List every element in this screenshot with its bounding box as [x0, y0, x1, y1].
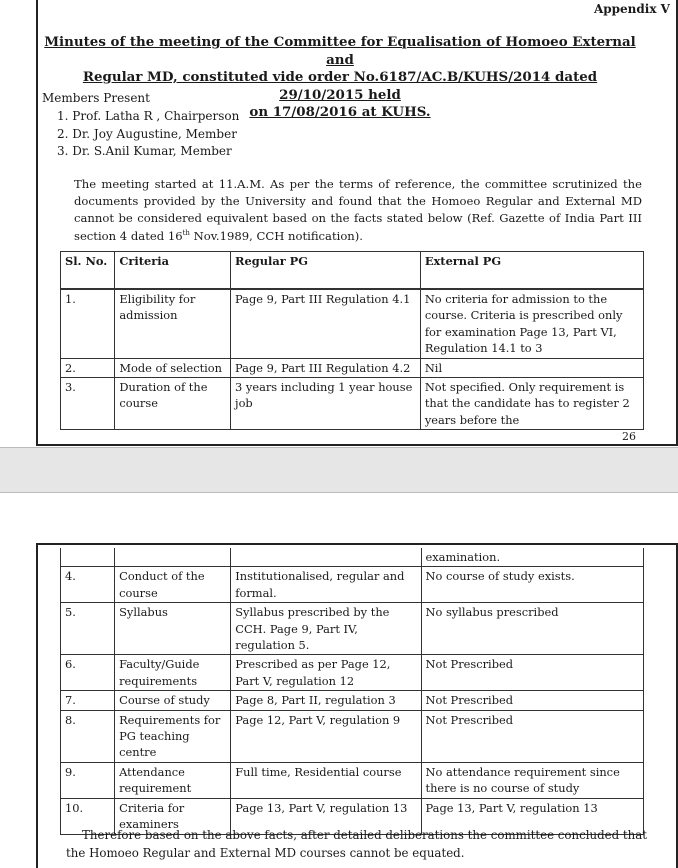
table-cell: Eligibility for admission	[115, 289, 231, 358]
header-external-pg: External PG	[420, 252, 643, 290]
table-cell: Not specified. Only requirement is that the candidate has to register 2 years before the	[420, 378, 643, 430]
table-cell: 8.	[61, 710, 115, 762]
members-list	[57, 108, 239, 161]
table-cell: 6.	[61, 655, 115, 691]
table-cell: Mode of selection	[115, 358, 231, 377]
table-cell: 9.	[61, 762, 115, 798]
member-item: 2. Dr. Joy Augustine, Member	[57, 126, 237, 141]
table-cell: Page 13, Part V, regulation 13	[421, 798, 643, 834]
table-cell: No course of study exists.	[421, 567, 643, 603]
table-cell: 4.	[61, 567, 115, 603]
table-cell: Not Prescribed	[421, 691, 643, 710]
meeting-paragraph	[74, 176, 642, 245]
table-row	[61, 655, 644, 691]
table-cell: Nil	[420, 358, 643, 377]
table-header-row	[61, 252, 644, 290]
table-cell: Institutionalised, regular and formal.	[231, 567, 421, 603]
conclusion-paragraph	[66, 827, 674, 862]
criteria-table-continued	[60, 548, 644, 835]
table-cell: 1.	[61, 289, 115, 358]
member-item: 1. Prof. Latha R , Chairperson	[57, 109, 240, 123]
paragraph-text-end: Nov.1989, CCH notification).	[189, 228, 363, 243]
table-row	[61, 548, 644, 567]
table-cell: 3.	[61, 378, 115, 430]
table-cell: Attendance requirement	[115, 762, 231, 798]
table-row	[61, 710, 644, 762]
table-row	[61, 378, 644, 430]
table-cell: Page 12, Part V, regulation 9	[231, 710, 421, 762]
table-cell: Page 9, Part III Regulation 4.2	[231, 358, 421, 377]
table-cell: Syllabus	[115, 603, 231, 655]
appendix-label: Appendix V	[593, 2, 670, 16]
table-cell: Page 13, Part V, regulation 13	[231, 798, 421, 834]
table-cell: Criteria for examiners	[115, 798, 231, 834]
table-cell: Duration of the course	[115, 378, 231, 430]
table-row	[61, 691, 644, 710]
table-row	[61, 289, 644, 358]
table-cell: 5.	[61, 603, 115, 655]
table-cell: Page 9, Part III Regulation 4.1	[231, 289, 421, 358]
table-cell: Page 8, Part II, regulation 3	[231, 691, 421, 710]
members-heading: Members Present	[42, 91, 150, 105]
table-cell: Faculty/Guide requirements	[115, 655, 231, 691]
member-item: 3. Dr. S.Anil Kumar, Member	[57, 144, 232, 158]
table-cell: No attendance requirement since there is no course of study	[421, 762, 643, 798]
title-line: Regular MD, constituted vide order No.6187/AC.B/KUHS/2014 dated 29/10/2015 held	[82, 69, 598, 103]
page-number: 26	[622, 430, 636, 443]
paragraph-superscript: th	[182, 228, 190, 237]
table-cell	[231, 548, 421, 567]
table-cell: Prescribed as per Page 12, Part V, regulation 12	[231, 655, 421, 691]
table-cell: No syllabus prescribed	[421, 603, 643, 655]
table-cell: 10.	[61, 798, 115, 834]
table-cell: Requirements for PG teaching centre	[115, 710, 231, 762]
header-criteria: Criteria	[115, 252, 231, 290]
table-cell: 7.	[61, 691, 115, 710]
table-cell: Course of study	[115, 691, 231, 710]
table-cell: Full time, Residential course	[231, 762, 421, 798]
header-sl-no: Sl. No.	[61, 252, 115, 290]
table-cell: Not Prescribed	[421, 710, 643, 762]
conclusion-line: Therefore based on the above facts, after detailed deliberations the committee concluded that	[82, 828, 648, 842]
table-cell: Not Prescribed	[421, 655, 643, 691]
title-line: on 17/08/2016 at KUHS.	[249, 104, 431, 120]
table-row	[61, 567, 644, 603]
conclusion-line: the Homoeo Regular and External MD courses cannot be equated.	[66, 845, 465, 860]
table-cell: Conduct of the course	[115, 567, 231, 603]
table-row	[61, 358, 644, 377]
table-cell	[61, 548, 115, 567]
table-cell: 2.	[61, 358, 115, 377]
table-row	[61, 603, 644, 655]
table-cell: 3 years including 1 year house job	[231, 378, 421, 430]
table-cell: No criteria for admission to the course. Criteria is prescribed only for examination Page 13, Part VI, Regulation 14.1 to 3	[420, 289, 643, 358]
table-cell	[115, 548, 231, 567]
table-cell: examination.	[421, 548, 643, 567]
paragraph-text: The meeting started at 11.A.M. As per the terms of reference, the committee scrutinized the documents provided by the University and found that the Homoeo Regular and External MD cannot be considered equivalent based on the facts stated below (Ref. Gazette of India Part III section 4 dated 16	[74, 177, 642, 243]
table-cell: Syllabus prescribed by the CCH. Page 9, Part IV, regulation 5.	[231, 603, 421, 655]
criteria-table	[60, 251, 644, 430]
table-row	[61, 762, 644, 798]
title-line: Minutes of the meeting of the Committee for Equalisation of Homoeo External and	[44, 34, 636, 68]
header-regular-pg: Regular PG	[231, 252, 421, 290]
